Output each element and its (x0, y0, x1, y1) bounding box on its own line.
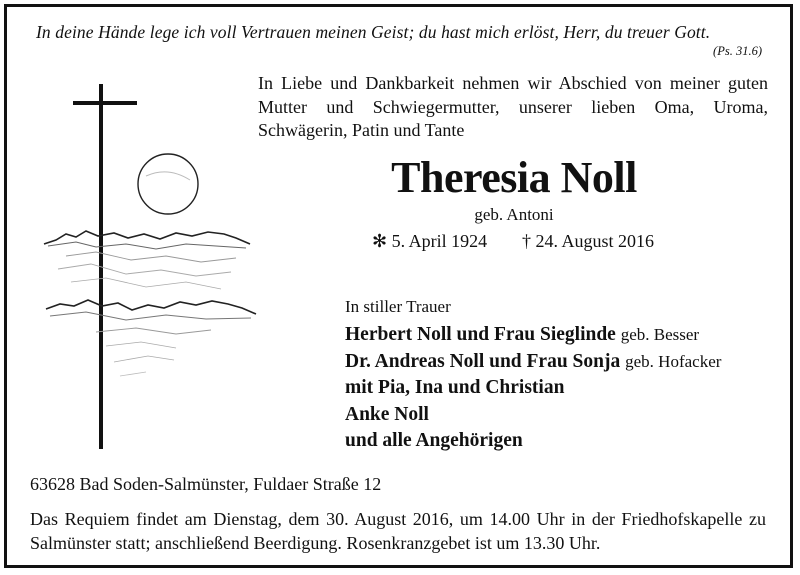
mourner-birth-name: geb. Besser (620, 325, 700, 344)
mourner-item (345, 402, 721, 429)
birth-name: geb. Antoni (474, 205, 554, 224)
mountain-range-front (46, 300, 256, 314)
mourner-item (345, 322, 721, 349)
bible-verse: In deine Hände lege ich voll Vertrauen meinen Geist; du hast mich erlöst, Herr, du treuer Gott. (36, 22, 711, 42)
mourner-name: und alle Angehörigen (345, 430, 523, 451)
mourner-name: Herbert Noll und Frau Sieglinde (345, 324, 616, 345)
mourner-item (345, 349, 721, 376)
intro-text: In Liebe und Dankbarkeit nehmen wir Abschied von meiner guten Mutter und Schwiegermutter, unserer lieben Oma, Uroma, Schwägerin, Patin und Tante (258, 73, 768, 140)
mourners-list (345, 322, 721, 455)
mourner-name: mit Pia, Ina und Christian (345, 377, 565, 398)
deceased-name: Theresia Noll (391, 153, 637, 202)
funeral-notice-text: Das Requiem findet am Dienstag, dem 30. August 2016, um 14.00 Uhr in der Friedhofskapelle zu Salmünster statt; anschließend Beerdigung. Rosenkranzgebet ist um 13.30 Uhr. (30, 509, 766, 553)
mourner-name: Anke Noll (345, 403, 429, 425)
mourner-birth-name: geb. Hofacker (625, 351, 722, 371)
sun-icon (138, 154, 198, 214)
mourner-name: Dr. Andreas Noll und Frau Sonja (345, 350, 621, 372)
verse-reference: (Ps. 31.6) (713, 44, 762, 58)
birth-date: ✻ 5. April 1924 (372, 231, 488, 251)
mourner-item (345, 375, 721, 402)
mourner-item (345, 428, 721, 455)
address: 63628 Bad Soden-Salmünster, Fuldaer Straße 12 (30, 474, 382, 494)
death-date: † 24. August 2016 (522, 231, 655, 251)
cross-horizontal-beam (73, 101, 137, 105)
cross-landscape-illustration (36, 84, 266, 454)
mourning-label: In stiller Trauer (345, 297, 451, 316)
